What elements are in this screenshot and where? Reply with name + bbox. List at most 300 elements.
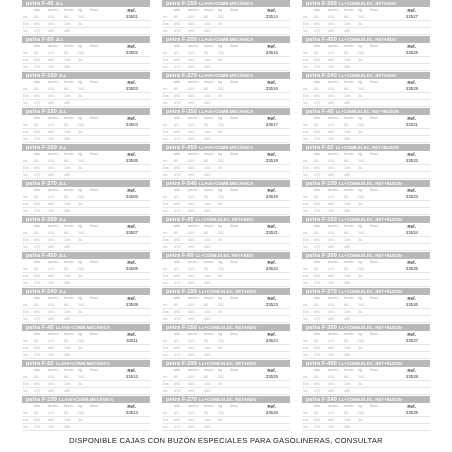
- spec-value: 148: [204, 382, 211, 386]
- spec-row: [162, 410, 290, 417]
- product-model: petra F-45: [306, 109, 334, 115]
- spec-value: 38: [218, 382, 223, 386]
- spec-value: 460: [328, 130, 335, 134]
- product-title: [302, 72, 430, 79]
- spec-value: 690: [174, 202, 181, 206]
- spec-row: [302, 237, 430, 244]
- spec-value: 80: [344, 303, 349, 307]
- spec-value: 410: [48, 51, 55, 55]
- spec-value: 80: [174, 123, 179, 127]
- spec-row: [162, 244, 290, 251]
- spec-header: [22, 7, 150, 14]
- spec-value: 148: [344, 130, 351, 134]
- spec-header-label: fondo: [344, 368, 354, 372]
- spec-row-label: Int.: [163, 123, 169, 127]
- spec-value: 470: [34, 209, 41, 213]
- spec-header-label: alto: [34, 8, 41, 12]
- product-title: [162, 396, 290, 403]
- product-title: [302, 0, 430, 7]
- spec-value: 460: [48, 202, 55, 206]
- spec-value: 80: [34, 51, 39, 55]
- ref-code: 33527: [405, 14, 418, 19]
- spec-header-label: alto: [34, 44, 41, 48]
- spec-header-label: ancho: [48, 332, 59, 336]
- spec-header-label: kg: [218, 224, 223, 228]
- spec-row: [22, 158, 150, 165]
- spec-row-label: Int.: [23, 159, 29, 163]
- product-card: [302, 0, 430, 36]
- spec-header-label: litros: [370, 296, 379, 300]
- ref-code: 33529: [405, 86, 418, 91]
- spec-value: 80: [64, 123, 69, 127]
- spec-header-label: kg: [78, 80, 83, 84]
- spec-header: [302, 151, 430, 158]
- spec-row-label: Ext.: [23, 58, 30, 62]
- spec-header-label: litros: [230, 152, 239, 156]
- spec-header-label: alto: [34, 332, 41, 336]
- spec-row: [302, 230, 430, 237]
- spec-value: 200: [218, 339, 225, 343]
- ref-code: 33538: [405, 374, 418, 379]
- product-card: [22, 216, 150, 252]
- product-card: [162, 324, 290, 360]
- spec-header-label: kg: [78, 152, 83, 156]
- spec-value: 80: [204, 159, 209, 163]
- ref-code: 33526: [265, 410, 278, 415]
- spec-header-label: alto: [34, 404, 41, 408]
- ref-code: 33521: [265, 230, 278, 235]
- spec-row: [22, 86, 150, 93]
- spec-value: 460: [188, 130, 195, 134]
- spec-header: [22, 115, 150, 122]
- spec-value: 485: [64, 173, 71, 177]
- product-card: [302, 72, 430, 108]
- spec-header-label: litros: [230, 296, 239, 300]
- spec-row-label: Int.: [23, 281, 29, 285]
- product-title: [22, 396, 150, 403]
- spec-value: 80: [64, 267, 69, 271]
- spec-header-label: alto: [314, 152, 321, 156]
- spec-value: 490: [328, 65, 335, 69]
- product-lock-type: 2LL: [58, 217, 67, 222]
- spec-value: 690: [34, 238, 41, 242]
- spec-value: 410: [48, 231, 55, 235]
- spec-row-label: Int.: [303, 87, 309, 91]
- spec-header-label: fondo: [64, 8, 74, 12]
- spec-header-label: alto: [34, 296, 41, 300]
- spec-row-label: Int.: [23, 339, 29, 343]
- spec-value: 485: [64, 281, 71, 285]
- spec-value: 80: [314, 303, 319, 307]
- spec-header-label: ancho: [328, 368, 339, 372]
- spec-value: 490: [328, 209, 335, 213]
- product-lock-type: LLAVE+COMB.MECÁNICA: [198, 37, 254, 42]
- product-lock-type: LL+COMB.ELEC. RET+BUZON: [338, 253, 402, 258]
- spec-header-label: litros: [90, 368, 99, 372]
- spec-value: 80: [314, 267, 319, 271]
- spec-value: 80: [204, 339, 209, 343]
- spec-value: 690: [34, 346, 41, 350]
- ref-label: Ref.: [407, 8, 416, 13]
- spec-row: [302, 194, 430, 201]
- product-title: [162, 72, 290, 79]
- spec-header-label: fondo: [64, 224, 74, 228]
- spec-value: 490: [48, 281, 55, 285]
- spec-value: 470: [314, 137, 321, 141]
- ref-label: Ref.: [127, 224, 136, 229]
- spec-value: 200: [358, 267, 365, 271]
- ref-code: 33519: [265, 194, 278, 199]
- spec-value: 38: [218, 22, 223, 26]
- spec-row: [302, 244, 430, 251]
- product-model: petra F-270: [26, 181, 57, 187]
- product-lock-type: LL+COMB.ELEC. RETARDO: [195, 253, 254, 258]
- spec-header-label: alto: [314, 260, 321, 264]
- spec-value: 460: [48, 58, 55, 62]
- spec-value: 200: [218, 15, 225, 19]
- spec-value: 690: [174, 310, 181, 314]
- spec-header-label: alto: [314, 224, 321, 228]
- ref-code: 33522: [265, 266, 278, 271]
- spec-value: 460: [48, 310, 55, 314]
- spec-row: [162, 158, 290, 165]
- spec-value: 490: [48, 137, 55, 141]
- spec-header: [302, 187, 430, 194]
- product-lock-type: LLAVE+COMB.MECÁNICA: [198, 109, 254, 114]
- spec-value: 410: [188, 339, 195, 343]
- spec-header-label: kg: [218, 8, 223, 12]
- spec-value: 460: [48, 382, 55, 386]
- spec-row: [162, 14, 290, 21]
- spec-header-label: litros: [90, 44, 99, 48]
- spec-header-label: ancho: [328, 332, 339, 336]
- ref-code: 33531: [405, 122, 418, 127]
- spec-value: 38: [218, 274, 223, 278]
- spec-value: 410: [188, 87, 195, 91]
- spec-row-label: Ext.: [23, 274, 30, 278]
- spec-value: 470: [34, 245, 41, 249]
- spec-header-label: fondo: [344, 224, 354, 228]
- spec-value: 200: [78, 51, 85, 55]
- product-lock-type: 2LL: [58, 289, 67, 294]
- product-title: [162, 288, 290, 295]
- spec-header-label: litros: [370, 80, 379, 84]
- spec-header-label: litros: [90, 224, 99, 228]
- spec-value: 38: [78, 274, 83, 278]
- spec-header-label: fondo: [204, 44, 214, 48]
- spec-value: 460: [188, 58, 195, 62]
- spec-value: 38: [218, 166, 223, 170]
- spec-value: 490: [328, 137, 335, 141]
- spec-header-label: kg: [358, 404, 363, 408]
- spec-header: [22, 79, 150, 86]
- spec-header-label: ancho: [188, 260, 199, 264]
- spec-header-label: kg: [78, 332, 83, 336]
- spec-value: 485: [64, 29, 71, 33]
- spec-value: 460: [188, 310, 195, 314]
- spec-header-label: ancho: [188, 116, 199, 120]
- spec-header-label: litros: [230, 260, 239, 264]
- spec-value: 485: [344, 353, 351, 357]
- spec-header: [302, 7, 430, 14]
- spec-header: [162, 79, 290, 86]
- spec-value: 38: [218, 418, 223, 422]
- spec-value: 490: [328, 173, 335, 177]
- spec-value: 490: [48, 425, 55, 429]
- spec-row: [302, 338, 430, 345]
- product-title: [302, 396, 430, 403]
- spec-header-label: fondo: [204, 296, 214, 300]
- spec-row-label: Int.: [303, 123, 309, 127]
- spec-row: [162, 136, 290, 143]
- spec-value: 38: [358, 166, 363, 170]
- product-card: [22, 144, 150, 180]
- ref-label: Ref.: [267, 8, 276, 13]
- spec-value: 690: [34, 202, 41, 206]
- ref-code: 33539: [405, 410, 418, 415]
- spec-value: 690: [34, 166, 41, 170]
- spec-value: 690: [34, 58, 41, 62]
- spec-value: 490: [328, 29, 335, 33]
- spec-value: 470: [314, 425, 321, 429]
- product-card: [162, 144, 290, 180]
- product-lock-type: 2LL: [58, 73, 67, 78]
- spec-row-label: Int.: [303, 101, 309, 105]
- ref-label: Ref.: [267, 368, 276, 373]
- spec-value: 80: [344, 195, 349, 199]
- ref-code: 33508: [125, 266, 138, 271]
- spec-value: 80: [314, 411, 319, 415]
- product-model: petra F-350: [166, 109, 197, 115]
- spec-header-label: fondo: [344, 152, 354, 156]
- spec-header-label: alto: [34, 80, 41, 84]
- product-lock-type: LL+COMB.ELEC. RET+BUZON: [338, 181, 402, 186]
- spec-value: 200: [358, 375, 365, 379]
- spec-value: 485: [64, 209, 71, 213]
- spec-header-label: fondo: [344, 404, 354, 408]
- spec-header: [302, 295, 430, 302]
- spec-row-label: Int.: [23, 425, 29, 429]
- product-card: [302, 180, 430, 216]
- spec-header-label: alto: [174, 152, 181, 156]
- spec-value: 490: [328, 281, 335, 285]
- spec-row-label: Int.: [23, 101, 29, 105]
- product-model: petra F-450: [306, 361, 337, 367]
- spec-value: 460: [328, 58, 335, 62]
- spec-header-label: kg: [358, 332, 363, 336]
- spec-value: 490: [328, 101, 335, 105]
- spec-value: 490: [188, 209, 195, 213]
- spec-header-label: ancho: [328, 8, 339, 12]
- spec-value: 148: [204, 22, 211, 26]
- spec-row: [22, 417, 150, 424]
- spec-row: [162, 165, 290, 172]
- spec-row-label: Int.: [163, 375, 169, 379]
- spec-header-label: kg: [218, 188, 223, 192]
- spec-value: 200: [218, 267, 225, 271]
- spec-value: 485: [204, 65, 211, 69]
- spec-header-label: kg: [218, 80, 223, 84]
- spec-row: [22, 194, 150, 201]
- ref-code: 33511: [126, 338, 138, 343]
- spec-header: [162, 151, 290, 158]
- spec-header-label: kg: [78, 188, 83, 192]
- spec-row: [162, 338, 290, 345]
- spec-value: 38: [218, 94, 223, 98]
- spec-row-label: Int.: [23, 51, 29, 55]
- spec-value: 38: [358, 94, 363, 98]
- product-card: [162, 108, 290, 144]
- product-card: [22, 324, 150, 360]
- spec-value: 38: [78, 166, 83, 170]
- spec-value: 200: [78, 195, 85, 199]
- product-card: [162, 36, 290, 72]
- product-title: [22, 144, 150, 151]
- product-model: petra F-270: [306, 289, 337, 295]
- spec-value: 470: [174, 425, 181, 429]
- spec-value: 200: [78, 231, 85, 235]
- spec-header: [162, 367, 290, 374]
- product-lock-type: LL+COMB.ELEC. RETARDO: [338, 1, 397, 6]
- spec-value: 485: [344, 137, 351, 141]
- product-card: [162, 0, 290, 36]
- ref-label: Ref.: [267, 404, 276, 409]
- spec-value: 38: [218, 130, 223, 134]
- spec-header-label: fondo: [204, 224, 214, 228]
- ref-label: Ref.: [407, 44, 416, 49]
- spec-row-label: Ext.: [23, 22, 30, 26]
- ref-code: 33505: [125, 158, 138, 163]
- product-title: [22, 288, 150, 295]
- spec-header: [302, 331, 430, 338]
- spec-value: 410: [328, 87, 335, 91]
- spec-value: 80: [204, 195, 209, 199]
- spec-value: 485: [344, 425, 351, 429]
- product-card: [162, 72, 290, 108]
- ref-label: Ref.: [407, 188, 416, 193]
- spec-row: [22, 208, 150, 215]
- spec-header-label: fondo: [344, 8, 354, 12]
- spec-header: [162, 223, 290, 230]
- spec-row-label: Int.: [163, 281, 169, 285]
- spec-row-label: Int.: [163, 29, 169, 33]
- spec-value: 148: [344, 310, 351, 314]
- spec-row: [22, 122, 150, 129]
- spec-header-label: kg: [358, 224, 363, 228]
- spec-header-label: litros: [230, 224, 239, 228]
- product-model: petra F-350: [26, 217, 57, 223]
- spec-header-label: fondo: [204, 152, 214, 156]
- spec-value: 80: [64, 195, 69, 199]
- spec-row: [162, 273, 290, 280]
- ref-code: 33523: [265, 302, 278, 307]
- spec-value: 490: [48, 209, 55, 213]
- product-lock-type: LLAVE+COMB.MECÁNICA: [198, 145, 254, 150]
- spec-row: [162, 352, 290, 359]
- spec-value: 690: [314, 22, 321, 26]
- spec-value: 38: [78, 346, 83, 350]
- spec-row-label: Int.: [23, 209, 29, 213]
- spec-value: 80: [174, 87, 179, 91]
- spec-value: 148: [64, 130, 71, 134]
- spec-value: 410: [328, 339, 335, 343]
- spec-header-label: ancho: [328, 404, 339, 408]
- spec-value: 470: [34, 65, 41, 69]
- spec-header-label: litros: [230, 368, 239, 372]
- spec-value: 80: [174, 411, 179, 415]
- spec-value: 200: [78, 375, 85, 379]
- spec-header-label: kg: [218, 116, 223, 120]
- product-title: [22, 108, 150, 115]
- spec-row: [22, 244, 150, 251]
- spec-value: 460: [48, 94, 55, 98]
- spec-header-label: fondo: [64, 152, 74, 156]
- spec-value: 470: [314, 29, 321, 33]
- spec-value: 485: [64, 317, 71, 321]
- product-card: [162, 396, 290, 432]
- product-title: [162, 180, 290, 187]
- product-model: petra F-60: [26, 361, 54, 367]
- product-model: petra F-540: [26, 289, 57, 295]
- spec-row: [162, 230, 290, 237]
- product-model: petra F-150: [26, 109, 57, 115]
- spec-value: 38: [358, 382, 363, 386]
- spec-value: 470: [314, 281, 321, 285]
- product-model: petra F-350: [306, 325, 337, 331]
- spec-header: [22, 403, 150, 410]
- product-card: [302, 216, 430, 252]
- product-card: [22, 360, 150, 396]
- spec-value: 410: [328, 195, 335, 199]
- spec-row: [162, 21, 290, 28]
- spec-row: [302, 64, 430, 71]
- ref-code: 33528: [405, 50, 418, 55]
- spec-value: 690: [34, 274, 41, 278]
- spec-value: 470: [174, 353, 181, 357]
- spec-row-label: Int.: [163, 389, 169, 393]
- spec-row: [162, 93, 290, 100]
- spec-row: [302, 86, 430, 93]
- spec-header-label: ancho: [48, 404, 59, 408]
- spec-header-label: ancho: [188, 188, 199, 192]
- spec-value: 410: [48, 87, 55, 91]
- product-model: petra F-100: [26, 397, 57, 403]
- spec-row: [162, 237, 290, 244]
- product-title: [162, 36, 290, 43]
- spec-row: [162, 388, 290, 395]
- spec-header: [162, 43, 290, 50]
- spec-value: 470: [314, 245, 321, 249]
- spec-row-label: Int.: [23, 245, 29, 249]
- spec-row-label: Ext.: [303, 202, 310, 206]
- spec-row: [22, 136, 150, 143]
- product-card: [22, 72, 150, 108]
- spec-value: 80: [204, 87, 209, 91]
- product-model: petra F-60: [166, 253, 194, 259]
- spec-value: 460: [188, 94, 195, 98]
- ref-code: 33525: [265, 374, 278, 379]
- spec-value: 690: [174, 418, 181, 422]
- spec-header-label: fondo: [64, 80, 74, 84]
- spec-value: 80: [314, 375, 319, 379]
- product-model: petra F-270: [166, 73, 197, 79]
- product-model: petra F-150: [166, 325, 197, 331]
- spec-value: 470: [34, 173, 41, 177]
- spec-row-label: Int.: [23, 353, 29, 357]
- spec-row-label: Int.: [303, 353, 309, 357]
- spec-header-label: fondo: [344, 296, 354, 300]
- spec-header-label: alto: [314, 8, 321, 12]
